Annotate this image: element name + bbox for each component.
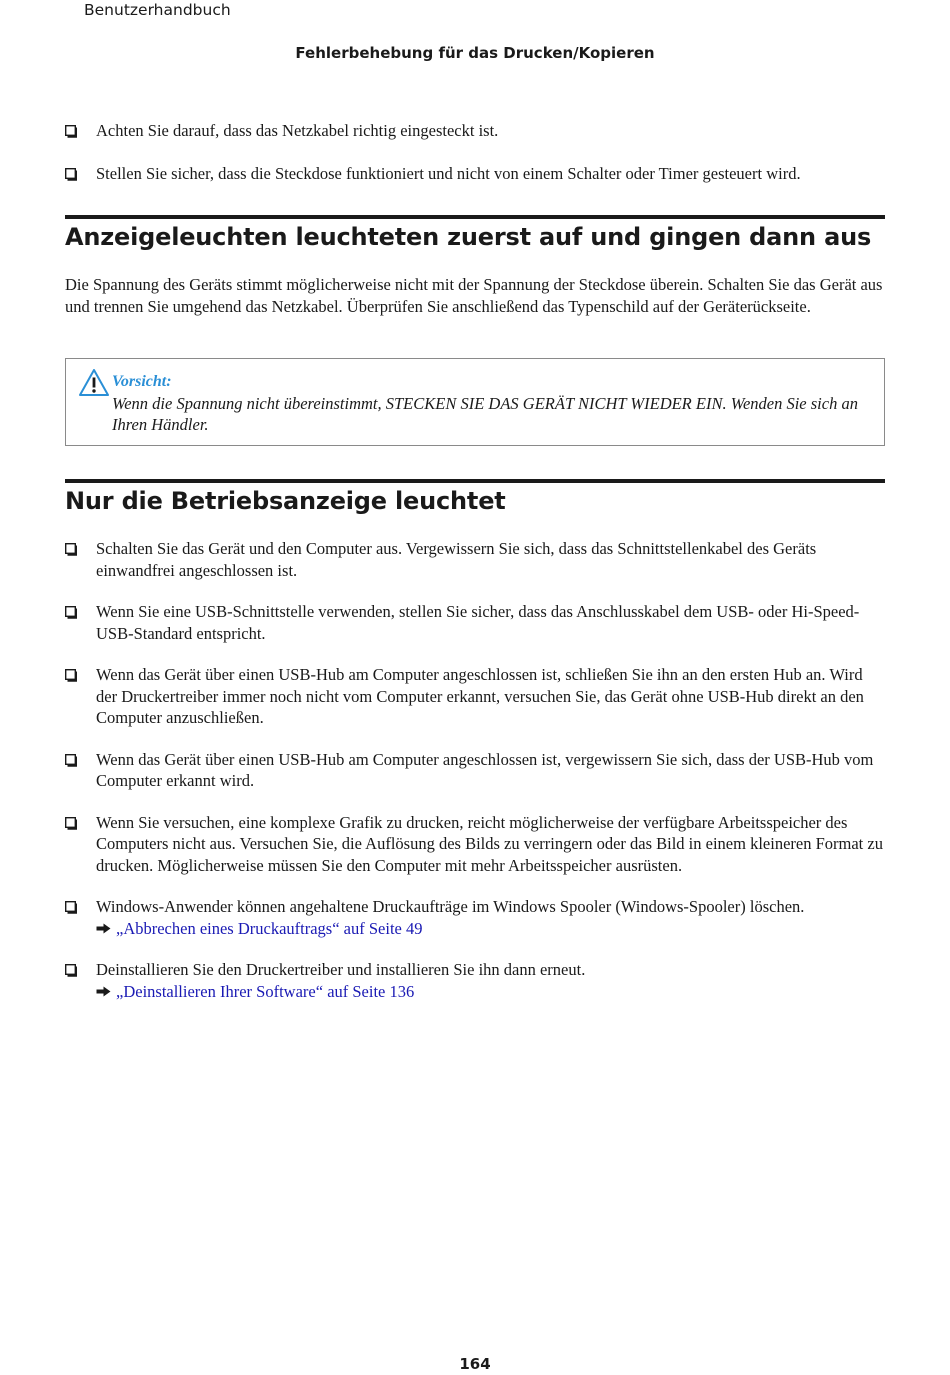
checkbox-bullet-icon [65,896,81,914]
list-item-text: Achten Sie darauf, dass das Netzkabel richtig eingesteckt ist. [96,121,499,140]
warning-triangle-icon [78,368,110,397]
list-item [65,120,887,142]
list-item-text: Wenn das Gerät über einen USB-Hub am Computer angeschlossen ist, vergewissern Sie sich, dass der USB-Hub vom Computer erkannt wird. [96,749,874,790]
right-arrow-icon [96,981,116,1003]
checkbox-bullet-icon [65,163,81,181]
chapter-title: Fehlerbehebung für das Drucken/Kopieren [295,44,655,62]
checkbox-bullet-icon [65,749,81,767]
caution-box [65,358,885,446]
list-item [65,959,887,1002]
checkbox-bullet-icon [65,601,81,619]
checkbox-bullet-icon [65,959,81,977]
right-arrow-icon [96,918,116,940]
top-bullet-list [65,120,887,184]
list-item-text: Wenn Sie versuchen, eine komplexe Grafik zu drucken, reicht möglicherweise der verfügbare Arbeitsspeicher des Computers nicht aus. Versuchen Sie, die Auflösung des Bilds zu verringern oder das Bild in einem kleineren Format zu drucken. Möglicherweise müssen Sie den Computer mit mehr Arbeitsspeicher ausrüsten. [96,812,883,875]
troubleshooting-list [65,538,887,1002]
checkbox-bullet-icon [65,812,81,830]
caution-text: Wenn die Spannung nicht übereinstimmt, STECKEN SIE DAS GERÄT NICHT WIEDER EIN. Wenden Sie sich an Ihren Händler. [112,394,858,434]
section-rule [65,479,885,483]
list-item-text: Schalten Sie das Gerät und den Computer aus. Vergewissern Sie sich, dass das Schnittstellenkabel des Geräts einwandfrei angeschlossen ist. [96,539,817,580]
cross-reference-link[interactable]: „Abbrechen eines Druckauftrags“ auf Seite 49 [116,918,423,938]
checkbox-bullet-icon [65,664,81,682]
list-item [65,601,887,644]
body-paragraph: Die Spannung des Geräts stimmt möglicherweise nicht mit der Spannung der Steckdose überein. Schalten Sie das Gerät aus und trennen Sie umgehend das Netzkabel. Überprüfen Sie anschließend das Typenschild auf der Geräterückseite. [65,275,883,316]
section-heading: Nur die Betriebsanzeige leuchtet [65,487,506,515]
list-item [65,664,887,729]
running-title: Benutzerhandbuch [84,1,231,19]
checkbox-bullet-icon [65,538,81,556]
checkbox-bullet-icon [65,120,81,138]
caution-label: Vorsicht: [112,373,172,390]
list-item [65,896,887,939]
list-item [65,538,887,581]
list-item [65,163,887,185]
cross-reference [96,981,887,1003]
list-item-text: Wenn Sie eine USB-Schnittstelle verwenden, stellen Sie sicher, dass das Anschlusskabel dem USB- oder Hi-Speed-USB-Standard entspricht. [96,602,860,643]
cross-reference [96,918,887,940]
page-number: 164 [459,1355,491,1373]
list-item-text: Windows-Anwender können angehaltene Druckaufträge im Windows Spooler (Windows-Spooler) löschen. [96,897,805,916]
list-item [65,812,887,877]
list-item [65,749,887,792]
list-item-text: Deinstallieren Sie den Druckertreiber und installieren Sie ihn dann erneut. [96,960,586,979]
section-heading: Anzeigeleuchten leuchteten zuerst auf und gingen dann aus [65,223,872,251]
section-rule [65,215,885,219]
list-item-text: Stellen Sie sicher, dass die Steckdose funktioniert und nicht von einem Schalter oder Timer gesteuert wird. [96,163,801,183]
cross-reference-link[interactable]: „Deinstallieren Ihrer Software“ auf Seite 136 [116,981,415,1001]
list-item-text: Wenn das Gerät über einen USB-Hub am Computer angeschlossen ist, schließen Sie ihn an den ersten Hub an. Wird der Druckertreiber immer noch nicht vom Computer erkannt, versuchen Sie, das Gerät ohne USB-Hub direkt an den Computer anzuschließen. [96,665,864,727]
